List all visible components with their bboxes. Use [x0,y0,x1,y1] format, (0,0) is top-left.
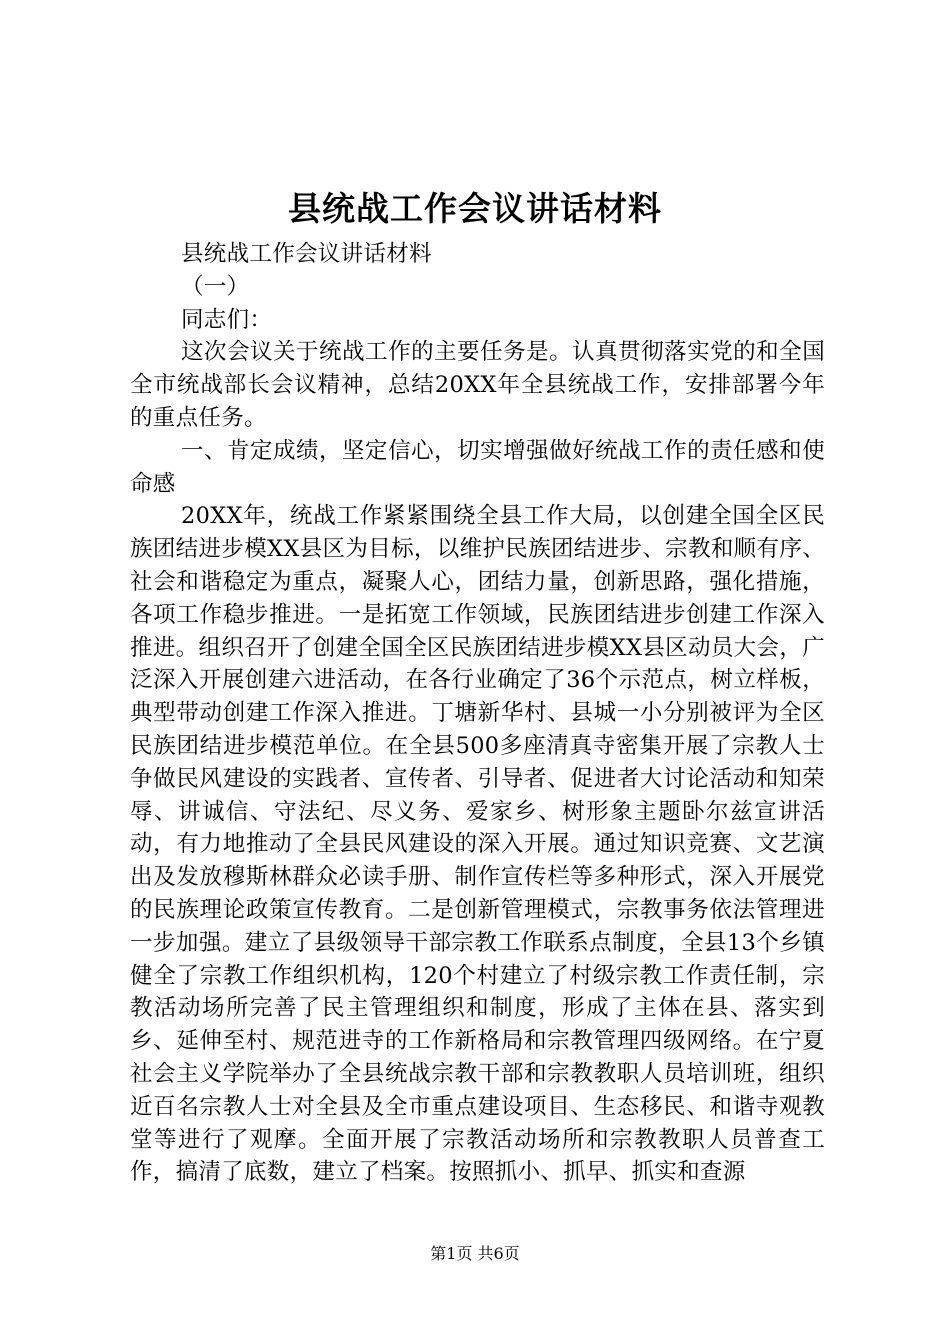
section-number-paragraph: （一） [181,273,250,300]
page-footer: 第1页 共6页 [430,1244,520,1263]
subtitle-paragraph: 县统战工作会议讲话材料 [181,241,432,267]
salutation-paragraph: 同志们： [181,306,273,333]
section-heading-paragraph: 一、肯定成绩，坚定信心，切实增强做好统战工作的责任感和使命感 [130,437,825,497]
document-body [130,238,825,1189]
body-paragraph: 20XX年，统战工作紧紧围绕全县工作大局，以创建全国全区民族团结进步模XX县区为目标，以维护民族团结进步、宗教和顺有序、社会和谐稳定为重点，凝聚人心，团结力量，创新思路，强化措施，各项工作稳步推进。一是拓宽工作领域，民族团结进步创建工作深入推进。组织召开了创建全国全区民族团结进步模XX县区动员大会，广泛深入开展创建六进活动，在各行业确定了36个示范点，树立样板，典型带动创建工作深入推进。丁塘新华村、县城一小分别被评为全区民族团结进步模范单位。在全县500多座清真寺密集开展了宗教人士争做民风建设的实践者、宣传者、引导者、促进者大讨论活动和知荣辱、讲诚信、守法纪、尽义务、爱家乡、树形象主题卧尔兹宣讲活动，有力地推动了全县民风建设的深入开展。通过知识竞赛、文艺演出及发放穆斯林群众必读手册、制作宣传栏等多种形式，深入开展党的民族理论政策宣传教育。二是创新管理模式，宗教事务依法管理进一步加强。建立了县级领导干部宗教工作联系点制度，全县13个乡镇健全了宗教工作组织机构，120个村建立了村级宗教工作责任制，宗教活动场所完善了民主管理组织和制度，形成了主体在县、落实到乡、延伸至村、规范进寺的工作新格局和宗教管理四级网络。在宁夏社会主义学院举办了全县统战宗教干部和宗教教职人员培训班，组织近百名宗教人士对全县及全市重点建设项目、生态移民、和谐寺观教堂等进行了观摩。全面开展了宗教活动场所和宗教教职人员普查工作，搞清了底数，建立了档案。按照抓小、抓早、抓实和查源 [130,503,825,1186]
intro-paragraph: 这次会议关于统战工作的主要任务是。认真贯彻落实党的和全国全市统战部长会议精神，总结20XX年全县统战工作，安排部署今年的重点任务。 [130,339,825,431]
document-title: 县统战工作会议讲话材料 [288,189,662,228]
